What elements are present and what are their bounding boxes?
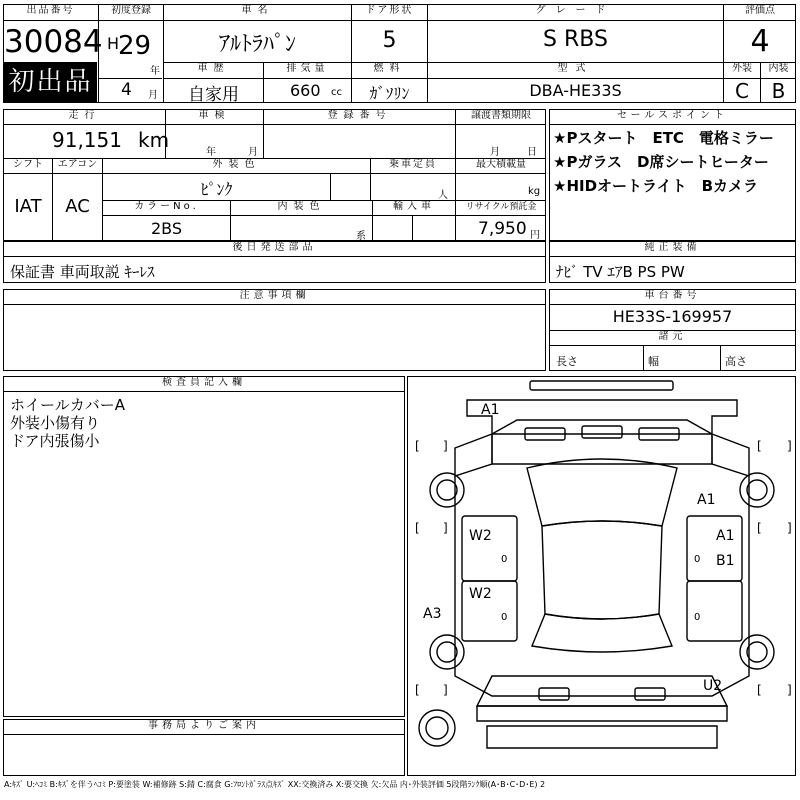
history-label: 車歴	[197, 63, 230, 74]
bracket-right-front-close: ]	[787, 439, 792, 453]
bracket-right-rear-close: ]	[787, 683, 792, 697]
mark-right-rear-door-small: 0	[694, 612, 701, 623]
office-label: 事務局よりご案内	[148, 720, 260, 731]
bracket-left-rear-close: ]	[443, 683, 448, 697]
mileage-unit: km	[138, 128, 170, 152]
inspector-label: 検査員記入欄	[162, 377, 246, 388]
era-letter: H	[107, 34, 120, 53]
transfer-day-unit: 日	[527, 147, 537, 158]
transfer-month-unit: 月	[490, 147, 500, 158]
mark-right-front-door: A1	[716, 528, 735, 544]
bracket-left-front-open: [	[415, 439, 420, 453]
inspector-line-2: 外装小傷有り	[10, 414, 101, 432]
registration-label: 登録番号	[327, 110, 392, 121]
inspection-year-unit: 年	[206, 147, 216, 158]
bracket-left-mid-close: ]	[443, 521, 448, 535]
capacity-label: 乗車定員	[389, 159, 437, 170]
car-diagram	[407, 376, 796, 776]
recycle-unit: 円	[530, 230, 540, 241]
mark-right-front-fender: A1	[697, 492, 716, 508]
mark-right-front-door-small: 0	[694, 554, 701, 565]
chassis-label: 車台番号	[644, 290, 701, 301]
dimensions-label: 諸元	[658, 331, 687, 342]
grade: S RBS	[543, 27, 608, 52]
score: 4	[750, 24, 770, 59]
notes-label: 注意事項欄	[239, 290, 310, 301]
sales-point-line-3: ★HIDオートライト Bカメラ	[553, 177, 759, 195]
model-code: DBA-HE33S	[529, 81, 622, 100]
model-label: 型式	[557, 63, 594, 74]
bracket-right-mid-close: ]	[787, 521, 792, 535]
door-type-label: ドア形状	[365, 5, 414, 16]
aircon: AC	[65, 196, 90, 217]
chassis-number: HE33S-169957	[612, 307, 733, 326]
history: 自家用	[188, 85, 239, 105]
exterior-color-label: 外装色	[212, 159, 261, 170]
inspector-line-1: ホイールカバーA	[10, 396, 125, 414]
equipment-label: 純正装備	[644, 242, 701, 253]
exterior-grade: C	[735, 79, 749, 103]
equipment-value: ﾅﾋﾞ TV ｴｱB PS PW	[556, 263, 685, 281]
month-value: 4	[121, 80, 132, 100]
height-label: 高さ	[725, 355, 747, 368]
mileage: 91,151	[52, 128, 122, 152]
length-label: 長さ	[556, 355, 578, 368]
displacement: 660	[290, 81, 321, 100]
import-label: 輸入車	[393, 201, 435, 212]
mark-left-rear-door: W2	[469, 586, 492, 602]
displacement-label: 排気量	[286, 63, 329, 74]
interior-grade: B	[771, 79, 786, 103]
interior-color-label: 内装色	[277, 201, 326, 212]
year-value: 29	[118, 31, 152, 61]
exterior-color: ﾋﾟﾝｸ	[200, 180, 233, 199]
shift: IAT	[14, 196, 42, 217]
sales-point-line-2: ★Pガラス D席シートヒーター	[553, 153, 769, 171]
bracket-left-rear-open: [	[415, 683, 420, 697]
car-name-label: 車名	[241, 5, 274, 16]
exterior-grade-label: 外装	[732, 63, 752, 74]
capacity-unit: 人	[438, 190, 448, 201]
bracket-right-rear-open: [	[757, 683, 762, 697]
fuel: ｶﾞｿﾘﾝ	[369, 84, 410, 103]
fuel-label: 燃料	[373, 63, 406, 74]
sales-point-line-1: ★Pスタート ETC 電格ミラー	[553, 129, 774, 147]
mark-left-front-door-small: 0	[501, 554, 508, 565]
first-registration-label: 初度登録	[111, 5, 151, 16]
door-count: 5	[382, 28, 397, 53]
inspection-month-unit: 月	[248, 147, 258, 158]
mark-left-rear-door-small: 0	[501, 612, 508, 623]
bracket-right-mid-open: [	[757, 521, 762, 535]
sales-points-label: セールスポイント	[616, 110, 729, 121]
score-label: 評価点	[745, 5, 775, 16]
interior-grade-label: 内装	[768, 63, 789, 74]
max-load-unit: kg	[528, 186, 541, 197]
max-load-label: 最大積載量	[476, 159, 526, 170]
mark-left-rear-quarter: A3	[423, 606, 442, 622]
month-unit: 月	[148, 90, 158, 101]
lot-number: 30084	[4, 24, 103, 60]
transfer-deadline-label: 譲渡書類期限	[471, 110, 531, 121]
mark-left-front-door: W2	[469, 528, 492, 544]
later-items-value: 保証書 車両取説 ｷｰﾚｽ	[10, 263, 155, 281]
shift-label: シフト	[13, 159, 43, 170]
year-unit: 年	[150, 66, 160, 77]
interior-color-suffix: 系	[356, 231, 366, 242]
displacement-unit: cc	[331, 87, 342, 98]
inspector-line-3: ドア内張傷小	[10, 432, 100, 450]
bracket-left-front-close: ]	[443, 439, 448, 453]
recycle-label: リサイクル預託金	[465, 202, 537, 212]
car-name: ｱﾙﾄﾗﾊﾟﾝ	[218, 32, 296, 57]
later-items-label: 後日発送部品	[232, 242, 317, 253]
inspection-label: 車検	[198, 110, 231, 121]
mark-right-front-door-2: B1	[716, 553, 735, 569]
recycle-amount: 7,950	[478, 219, 527, 239]
width-label: 幅	[648, 355, 659, 368]
mark-right-rear-quarter: U2	[703, 678, 723, 694]
legend-text: A:ｷｽﾞ U:ﾍｺﾐ B:ｷｽﾞを伴うﾍｺﾐ P:要塗装 W:補修跡 S:錆 C:腐食 G:ﾌﾛﾝﾄｶﾞﾗｽ点ｷｽﾞ XX:交換済み X:要交換 欠:欠品 内･外装評価 5段階ﾗﾝｸ順(A･B･C･D･E) 2	[4, 780, 546, 789]
color-no-label: カラーNo.	[134, 201, 199, 212]
mark-front-bumper: A1	[481, 402, 500, 418]
lot-number-label: 出品番号	[26, 5, 75, 16]
color-no: 2BS	[150, 219, 183, 238]
bracket-right-front-open: [	[757, 439, 762, 453]
first-listing-badge: 初出品	[4, 62, 97, 102]
aircon-label: エアコン	[57, 159, 98, 170]
grade-label: グレード	[535, 5, 616, 16]
mileage-label: 走行	[68, 110, 101, 121]
bracket-left-mid-open: [	[415, 521, 420, 535]
